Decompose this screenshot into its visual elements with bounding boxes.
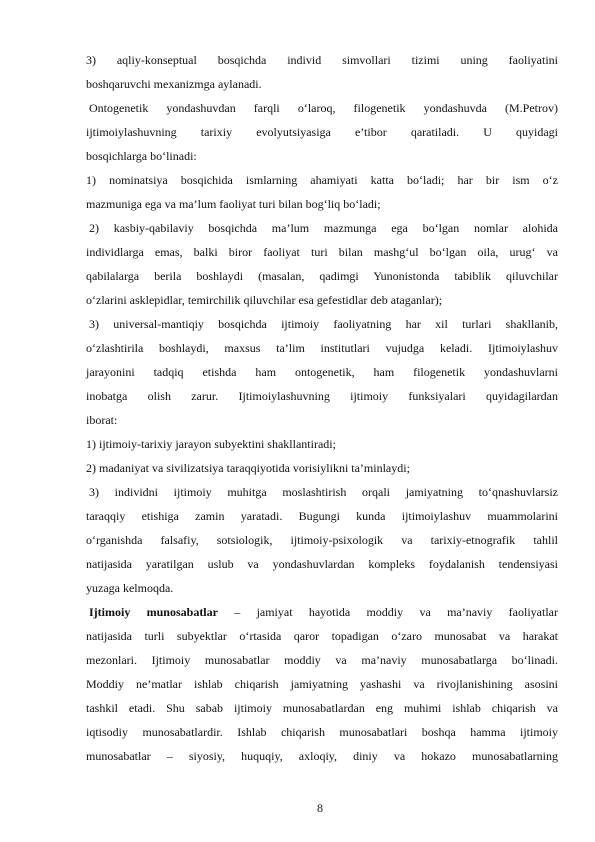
document-page [86,48,558,768]
text-line: iqtisodiy munosabatlardir. Ishlab chiqarish munosabatlari boshqa hamma ijtimoiy [86,725,558,739]
term-definition-line [86,600,558,624]
text-line: 3) universal-mantiqiy bosqichda ijtimoiy faoliyatning har xil turlari shakllanib, [89,317,558,331]
text-line: munosabatlar – siyosiy, huquqiy, axloqiy, diniy va hokazo munosabatlarning [86,749,558,763]
text-line: natijasida turli subyektlar o‘rtasida qaror topadigan o‘zaro munosabat va harakat [86,629,558,643]
text-line: 1) nominatsiya bosqichida ismlarning ahamiyati katta bo‘ladi; har bir ism o‘z [86,173,558,187]
text-line: o‘zlashtirila boshlaydi, maxsus ta’lim institutlari vujudga keladi. Ijtimoiylashuv [86,341,558,355]
text-line: taraqqiy etishiga zamin yaratadi. Bugungi kunda ijtimoiylashuv muammolarini [86,509,558,523]
page-number: 8 [317,801,323,815]
text-line: o‘rganishda falsafiy, sotsiologik, ijtimoiy-psixologik va tarixiy-etnografik tahlil [86,533,558,547]
text-line: mazmuniga ega va ma’lum faoliyat turi bilan bog‘liq bo‘ladi; [86,197,381,211]
text-line: o‘zlarini asklepidlar, temirchilik qiluvchilar esa gefestidlar deb ataganlar); [86,293,443,307]
text-line: qabilalarga berila boshlaydi (masalan, qadimgi Yunonistonda tabiblik qiluvchilar [86,269,558,283]
text-line: mezonlari. Ijtimoiy munosabatlar moddiy va ma’naviy munosabatlarga bo‘linadi. [86,653,558,667]
text-line: 3) aqliy-konseptual bosqichda individ simvollari tizimi uning faoliyatini [86,53,558,67]
text-line: Ontogenetik yondashuvdan farqli o‘laroq, filogenetik yondashuvda (M.Petrov) [89,101,558,115]
text-line: ijtimoiylashuvning tarixiy evolyutsiyasiga e’tibor qaratiladi. U quyidagi [86,125,558,139]
text-line: tashkil etadi. Shu sabab ijtimoiy munosabatlardan eng muhimi ishlab chiqarish va [86,701,558,715]
text-line: natijasida yaratilgan uslub va yondashuvlardan kompleks foydalanish tendensiyasi [86,557,558,571]
text-line: 2) madaniyat va sivilizatsiya taraqqiyotida vorisiylikni ta’minlaydi; [86,461,410,475]
text-line: yuzaga kelmoqda. [86,581,174,595]
term-rest: – jamiyat hayotida moddiy va ma’naviy faoliyatlar [217,605,558,619]
text-line: individlarga emas, balki biror faoliyat turi bilan mashg‘ul bo‘lgan oila, urug‘ va [86,245,558,259]
text-line: 3) individni ijtimoiy muhitga moslashtirish orqali jamiyatning to‘qnashuvlarsiz [89,485,558,499]
term-bold: Ijtimoiy munosabatlar [89,605,218,619]
text-line: boshqaruvchi mexanizmga aylanadi. [86,77,262,91]
text-line: jarayonini tadqiq etishda ham ontogenetik, ham filogenetik yondashuvlarni [86,365,558,379]
text-line: inobatga olish zarur. Ijtimoiylashuvning ijtimoiy funksiyalari quyidagilardan [86,389,558,403]
text-line: 2) kasbiy-qabilaviy bosqichda ma’lum mazmunga ega bo‘lgan nomlar alohida [89,221,558,235]
text-line: Moddiy ne’matlar ishlab chiqarish jamiyatning yashashi va rivojlanishining asosini [86,677,558,691]
text-line: 1) ijtimoiy-tarixiy jarayon subyektini shakllantiradi; [86,437,336,451]
text-line: iborat: [86,413,118,427]
text-line: bosqichlarga bo‘linadi: [86,149,197,163]
